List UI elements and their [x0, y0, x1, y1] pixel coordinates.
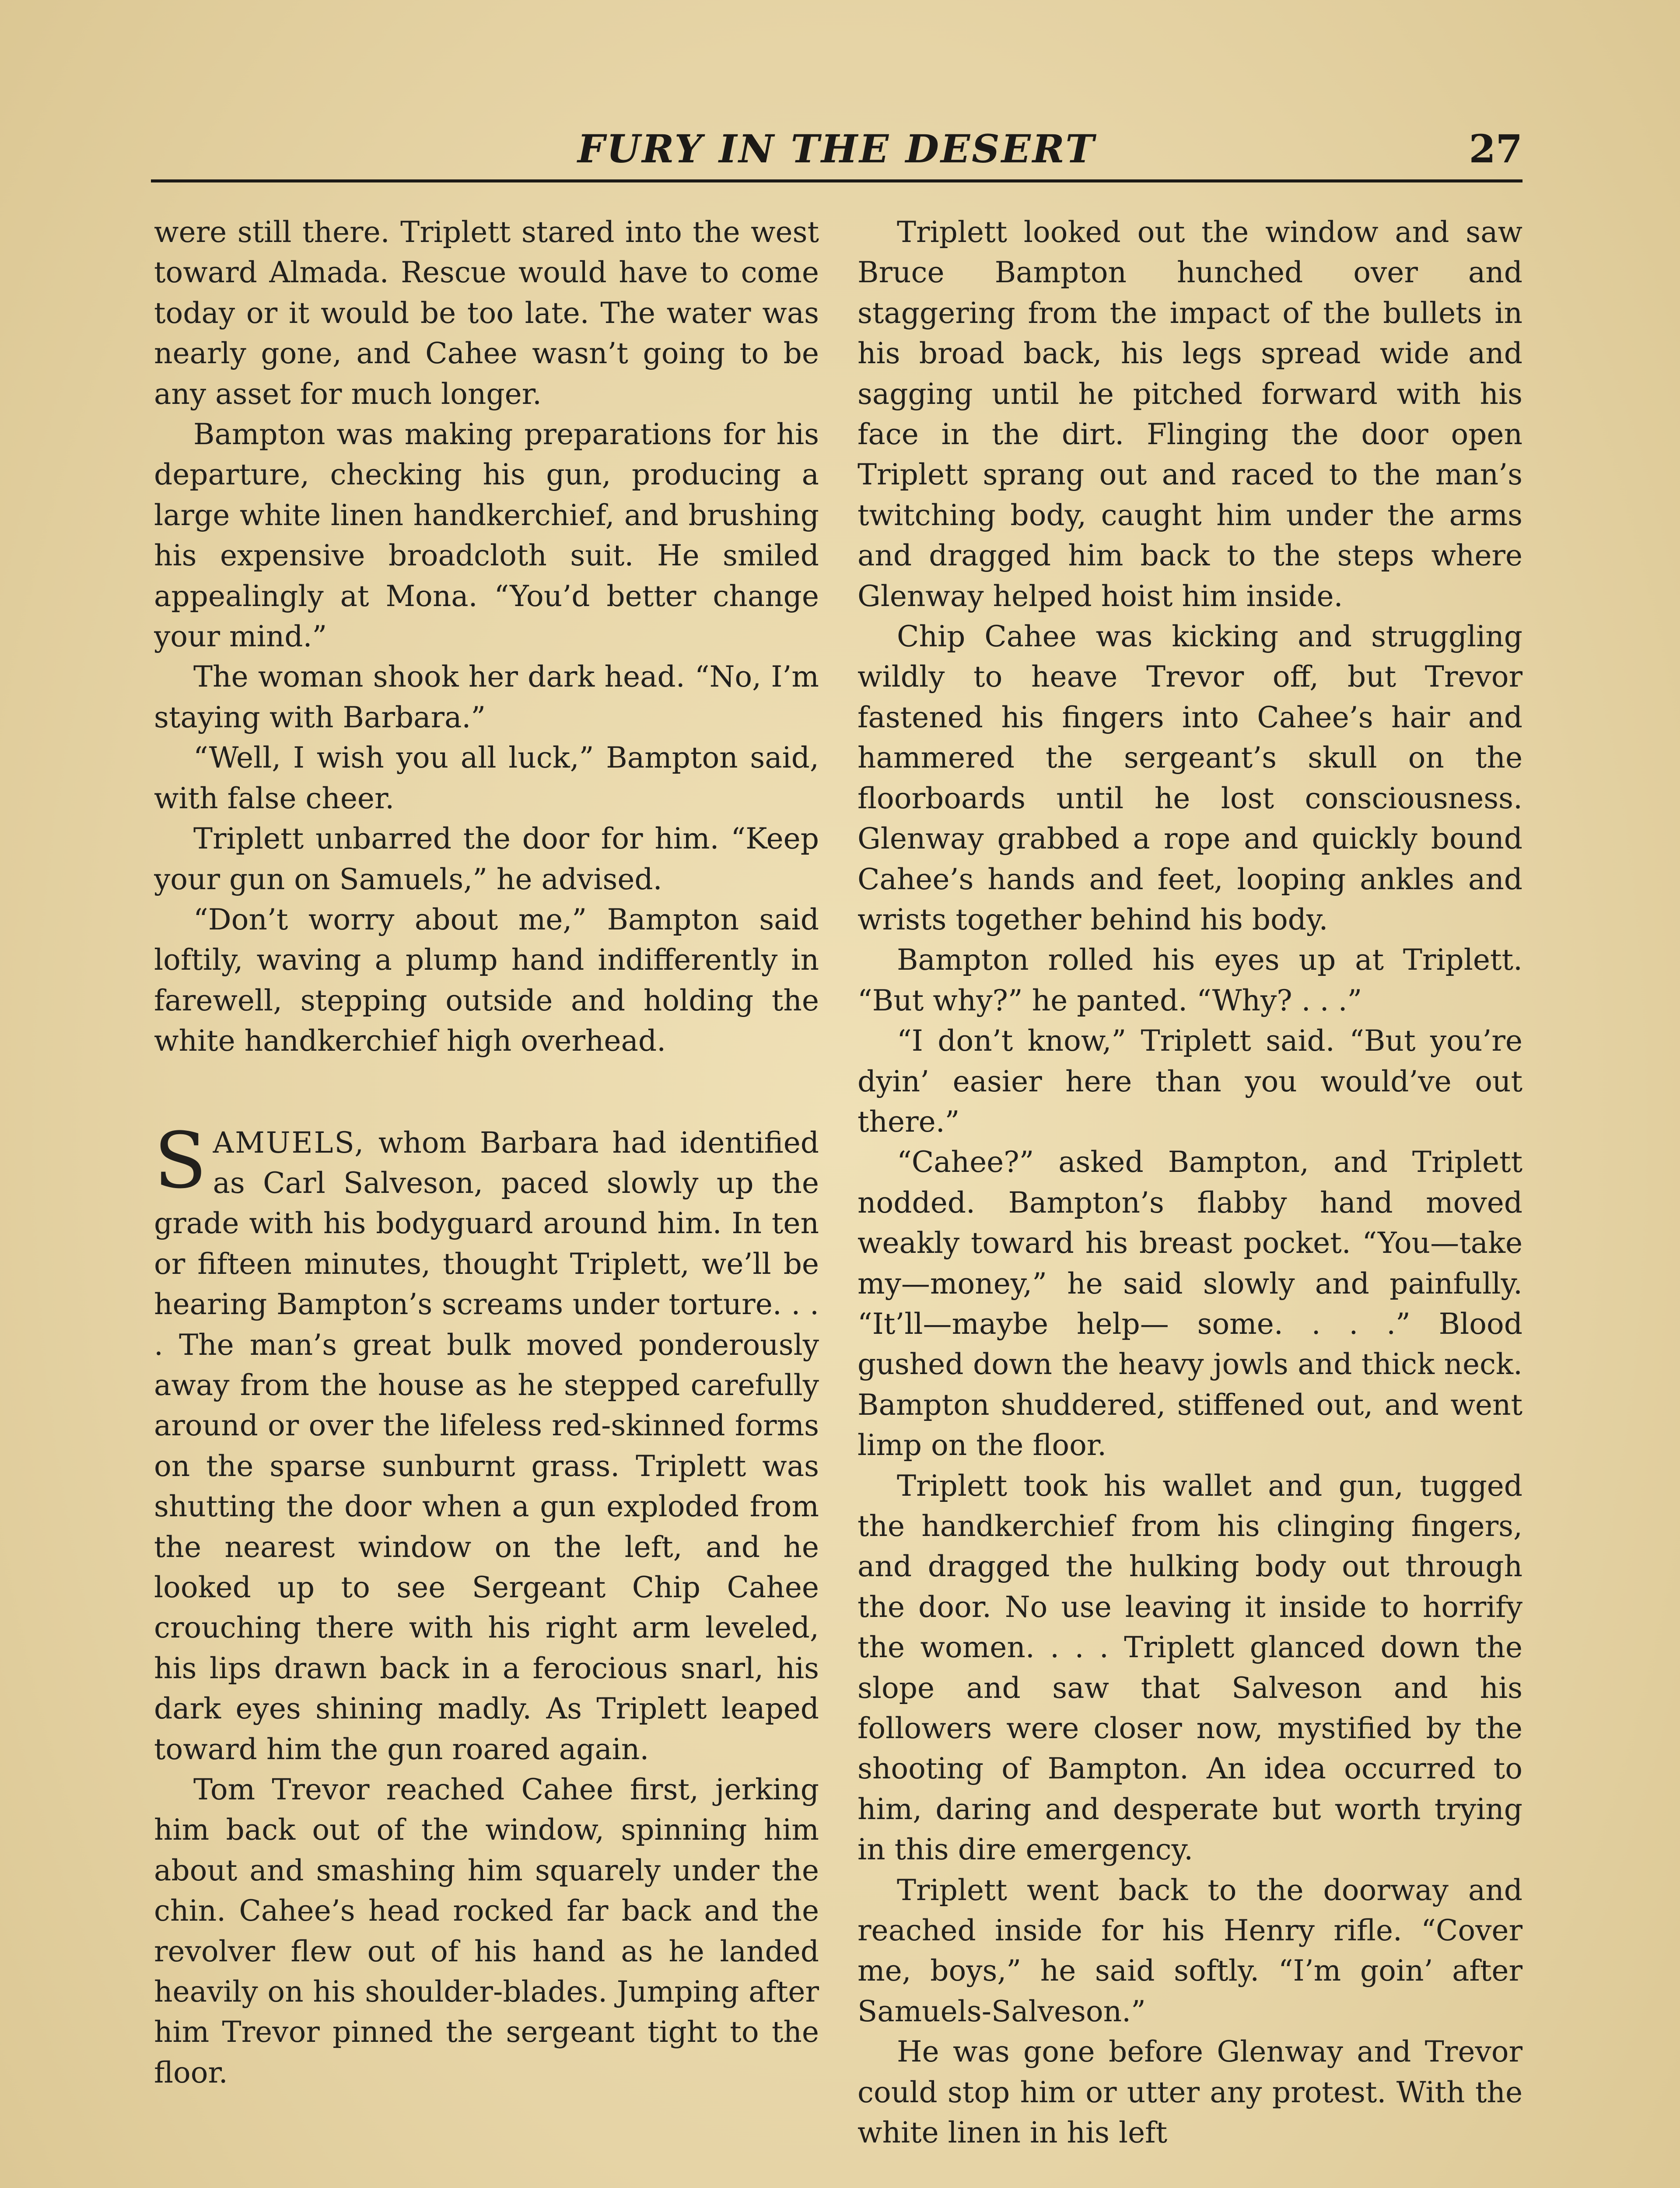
paragraph: Triplett went back to the doorway and reached inside for his Henry rifle. “Cover me, boys,” he said softly. “I’m goin’ after Samuels-Salveson.” [858, 1873, 1522, 2028]
paragraph: Tom Trevor reached Cahee first, jerking him back out of the window, spinning him about and smashing him squarely under the chin. Cahee’s head rocked far back and the revolver flew out of his hand as he landed heavily on his shoulder-blades. Jumping after him Trevor pinned the sergeant tight to the floor. [154, 1773, 819, 2090]
paragraph: Triplett looked out the window and saw Bruce Bampton hunched over and staggering from the impact of the bullets in his broad back, his legs spread wide and sagging until he pitched forward with his face in the dirt. Flinging the door open Triplett sprang out and raced to the man’s twitching body, caught him under the arms and dragged him back to the steps where Glenway helped hoist him inside. [858, 215, 1522, 613]
paragraph: Bampton was making preparations for his departure, checking his gun, producing a large white linen handkerchief, and brushing his expensive broadcloth suit. He smiled appealingly at Mona. “You’d better change your mind.” [154, 417, 819, 654]
paragraph: Chip Cahee was kicking and struggling wildly to heave Trevor off, but Trevor fastened his fingers into Cahee’s hair and hammered the sergeant’s skull on the floorboards until he lost consciousness. Glenway grabbed a rope and quickly bound Cahee’s hands and feet, looping ankles and wrists together behind his body. [858, 620, 1522, 936]
right-column [858, 212, 1522, 2188]
paragraph: “Cahee?” asked Bampton, and Triplett nodded. Bampton’s flabby hand moved weakly toward his breast pocket. “You—take my—money,” he said slowly and painfully. “It’ll—maybe help— some. . . .” Blood gushed down the heavy jowls and thick neck. Bampton shuddered, stiffened out, and went limp on the floor. [858, 1145, 1522, 1462]
paragraph: He was gone before Glenway and Trevor could stop him or utter any protest. With the white linen in his left [858, 2035, 1522, 2150]
section-break [154, 1062, 819, 1123]
section-opening-paragraph [154, 1115, 819, 1770]
paragraph: The woman shook her dark head. “No, I’m staying with Barbara.” [154, 660, 819, 734]
lead-in: AMUELS, [213, 1126, 365, 1160]
paragraph: Bampton rolled his eyes up at Triplett. “But why?” he panted. “Why? . . .” [858, 943, 1522, 1017]
paragraph: Triplett unbarred the door for him. “Keep your gun on Samuels,” he advised. [154, 822, 819, 896]
page-number: 27 [1469, 126, 1522, 172]
paragraph: were still there. Triplett stared into the west toward Almada. Rescue would have to come today or it would be too late. The water was nearly gone, and Cahee wasn’t going to be any asset for much longer. [154, 215, 819, 411]
paragraph: Triplett took his wallet and gun, tugged the handkerchief from his clinging fingers, and dragged the hulking body out through the door. No use leaving it inside to horrify the women. . . . Triplett glanced down the slope and saw that Salveson and his followers were closer now, mystified by the shooting of Bampton. An idea occurred to him, daring and desperate but worth trying in this dire emergency. [858, 1469, 1522, 1867]
drop-cap: S [154, 1115, 207, 1206]
running-header [151, 123, 1522, 182]
paragraph: “Don’t worry about me,” Bampton said loftily, waving a plump hand indifferently in farewell, stepping outside and holding the white handkerchief high overhead. [154, 902, 819, 1058]
paragraph: “I don’t know,” Triplett said. “But you’re dyin’ easier here than you would’ve out there.” [858, 1024, 1522, 1139]
section-text: whom Barbara had identified as Carl Salveson, paced slowly up the grade with his bodyguard around him. In ten or fifteen minutes, thought Triplett, we’ll be hearing Bampton’s screams under torture. . . . The man’s great bulk moved ponderously away from the house as he stepped carefully around or over the lifeless red-skinned forms on the sparse sunburnt grass. Triplett was shutting the door when a gun exploded from the nearest window on the left, and he looked up to see Sergeant Chip Cahee crouching there with his right arm leveled, his lips drawn back in a ferocious snarl, his dark eyes shining madly. As Triplett leaped toward him the gun roared again. [154, 1126, 819, 1766]
paragraph: “Well, I wish you all luck,” Bampton said, with false cheer. [154, 741, 819, 815]
running-title: FURY IN THE DESERT [578, 126, 1096, 172]
left-column [154, 212, 819, 2188]
